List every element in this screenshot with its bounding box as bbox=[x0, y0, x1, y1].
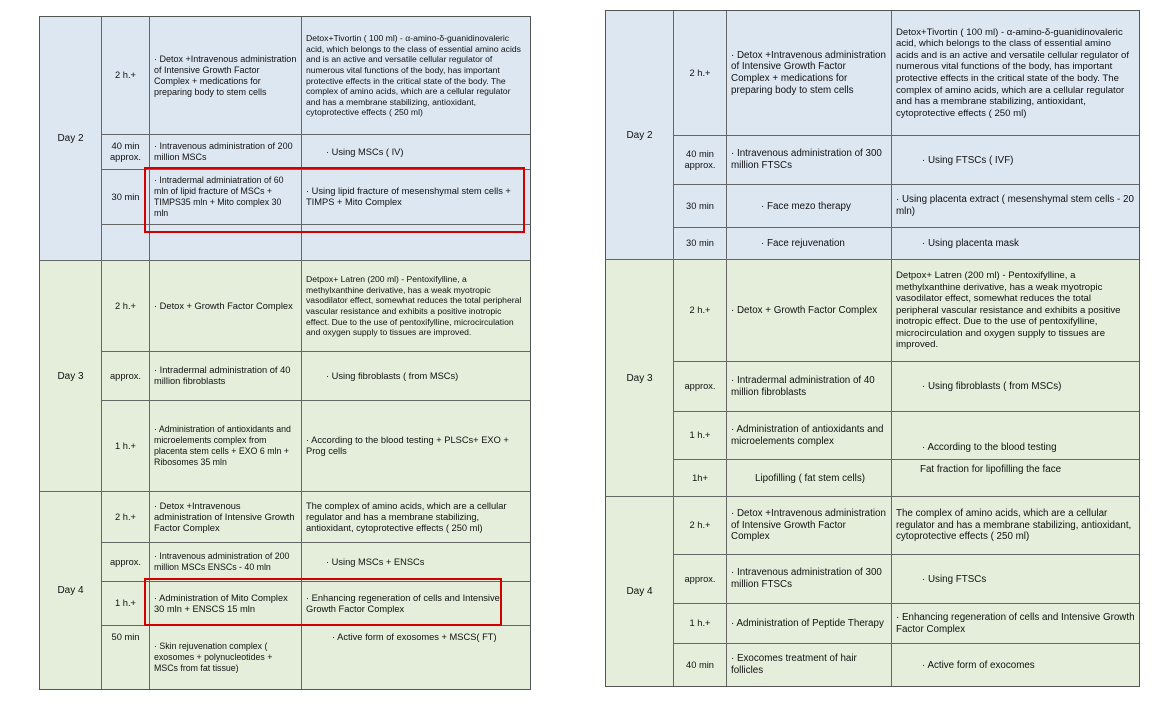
left-day4-row1-details: The complex of amino acids, which are a cellular regulator and has a membrane stabilizing, antioxidant, cytoprotective effects ( 250 ml) bbox=[306, 500, 507, 533]
right-day3-row4-time: 1h+ bbox=[692, 472, 708, 483]
left-day4-row3-time: 1 h.+ bbox=[115, 598, 136, 608]
highlight-box-day4-mito bbox=[144, 578, 502, 626]
left-day4-row4-time: 50 min bbox=[111, 632, 140, 642]
left-day2-row1-time: 2 h.+ bbox=[115, 70, 136, 80]
right-day2-row1-time: 2 h.+ bbox=[689, 67, 711, 78]
left-day4-row1-procedure: · Detox +Intravenous administration of Intensive Growth Factor Complex bbox=[154, 500, 295, 533]
left-day3-row3-time: 1 h.+ bbox=[115, 440, 136, 451]
right-day3-row3-time: 1 h.+ bbox=[689, 430, 711, 440]
right-day3-row1-procedure: · Detox + Growth Factor Complex bbox=[731, 304, 878, 316]
left-day2-row3-procedure: · Intradermal adminiatration of 60 mln of lipid fracture of MSCs + TIMPS35 mln + Mito complex 30 mln bbox=[154, 175, 284, 218]
right-day4-row1-details: The complex of amino acids, which are a cellular regulator and has a membrane stabilizing, antioxidant, cytoprotective effects ( 250 ml) bbox=[896, 508, 1132, 543]
left-day4-row3-procedure: · Administration of Mito Complex 30 mln + ENSCS 15 mln bbox=[154, 592, 288, 614]
right-day2-label: Day 2 bbox=[626, 129, 653, 141]
right-day2-row3-details: · Using placenta extract ( mesenshymal stem cells - 20 mln) bbox=[896, 194, 1134, 217]
highlight-box-day2-intradermal bbox=[144, 167, 525, 233]
left-day4-row2-details: · Using MSCs + ENSCs bbox=[326, 556, 425, 567]
left-day4-row4-procedure: · Skin rejuvenation complex ( exosomes + polynucleotides + MSCs from fat tissue) bbox=[154, 641, 273, 673]
left-day3-row3-procedure: · Administration of antioxidants and microelements complex from placenta stem cells + EXO 6 mln + Ribosomes 35 mln bbox=[154, 424, 291, 467]
right-day3-row4-procedure: Lipofilling ( fat stem cells) bbox=[755, 472, 865, 484]
left-day4-label: Day 4 bbox=[57, 585, 84, 596]
left-day4-row1-time: 2 h.+ bbox=[115, 511, 136, 522]
right-day4-row4-procedure: · Exocomes treatment of hair follicles bbox=[731, 653, 857, 676]
left-day4-row2-procedure: · Intravenous administration of 200 million MSCs ENSCs - 40 mln bbox=[154, 551, 290, 572]
right-day4-row2-time: approx. bbox=[684, 573, 716, 584]
left-day2-row2-details: · Using MSCs ( IV) bbox=[326, 146, 404, 157]
right-day2-row3-time: 30 min bbox=[686, 200, 714, 211]
left-day3-row2-time: approx. bbox=[109, 370, 141, 381]
left-day3-row3-details: · According to the blood testing + PLSCs+ EXO + Prog cells bbox=[306, 435, 509, 456]
right-day2-row3-procedure: · Face mezo therapy bbox=[761, 200, 851, 212]
right-day4-row3-time: 1 h.+ bbox=[689, 618, 711, 628]
left-day2-row1-procedure: · Detox +Intravenous administration of Intensive Growth Factor Complex + medications for preparing body to stem cells bbox=[154, 53, 297, 97]
right-protocol-table bbox=[605, 10, 1140, 687]
left-day3-row1-time: 2 h.+ bbox=[115, 300, 136, 311]
left-day2-row3-details: · Using lipid fracture of mesenshymal stem cells + TIMPS + Mito Complex bbox=[306, 186, 511, 207]
right-day3-row3-details: · According to the blood testing bbox=[922, 442, 1057, 453]
right-day4-row1-time: 2 h.+ bbox=[689, 520, 711, 530]
right-day4-row3-details: · Enhancing regeneration of cells and Intensive Growth Factor Complex bbox=[896, 611, 1135, 635]
right-day3-row1-time: 2 h.+ bbox=[689, 305, 711, 315]
left-day4-row3-details: · Enhancing regeneration of cells and Intensive Growth Factor Complex bbox=[306, 592, 500, 614]
left-day3-label: Day 3 bbox=[57, 370, 84, 382]
right-day2-row2-details: · Using FTSCs ( IVF) bbox=[922, 154, 1014, 166]
left-day3-row1-details: Detpox+ Latren (200 ml) - Pentoxifylline, a methylxanthine derivative, has a weak myotropic vasodilator effect, somewhat reduces the total peripheral vascular resistance and exhibits a positive inotropic effect. Due to the use of pentoxifylline, microcirculation and oxygen supply to tissues are improved. bbox=[306, 274, 522, 338]
right-day4-row4-time: 40 min bbox=[686, 659, 714, 670]
left-day2-label: Day 2 bbox=[57, 133, 84, 144]
right-day4-row3-procedure: · Administration of Peptide Therapy bbox=[731, 617, 884, 629]
right-day3-row3-procedure: · Administration of antioxidants and microelements complex bbox=[731, 423, 884, 447]
left-day2-row1-details: Detox+Tivortin ( 100 ml) - α-amino-δ-guanidinovaleric acid, which belongs to the class of essential amino acids and is an active and versatile cellular regulator of numerous vital functions of the body, has important protective effects in the critical state of the body. The complex of amino acids, which are a cellular regulator and has a membrane stabilizing, antioxidant, cytoprotective effects ( 250 ml) bbox=[306, 33, 521, 118]
left-day4-row2-time: approx. bbox=[109, 556, 141, 567]
left-day4-row4-details: · Active form of exosomes + MSCS( FT) bbox=[332, 632, 497, 642]
right-day3-row4-details: Fat fraction for lipofilling the face bbox=[920, 464, 1062, 475]
right-day3-label: Day 3 bbox=[626, 372, 653, 384]
right-day4-row4-details: · Active form of exocomes bbox=[922, 659, 1035, 671]
right-day2-row1-details: Detox+Tivortin ( 100 ml) - α-amino-δ-guanidinovaleric acid, which belongs to the class of essential amino acids and is an active and versatile cellular regulator of numerous vital functions of the body, has important protective effects in the critical state of the body. The complex of amino acids, which are a cellular regulator and has a membrane stabilizing, antioxidant, cytoprotective effects ( 250 ml) bbox=[896, 26, 1130, 119]
right-day3-row2-time: approx. bbox=[684, 381, 716, 391]
left-day2-row3-time: 30 min bbox=[111, 191, 140, 202]
right-day2-row4-procedure: · Face rejuvenation bbox=[761, 238, 845, 249]
right-day2-row2-time: 40 min approx. bbox=[684, 149, 716, 170]
left-day2-row2-time: 40 min approx. bbox=[109, 141, 141, 162]
left-day3-row2-procedure: · Intradermal administration of 40 million fibroblasts bbox=[154, 365, 291, 386]
right-day4-row2-details: · Using FTSCs bbox=[922, 573, 987, 585]
right-day2-row2-procedure: · Intravenous administration of 300 million FTSCs bbox=[731, 148, 882, 171]
right-day4-label: Day 4 bbox=[626, 586, 653, 597]
right-day3-row2-details: · Using fibroblasts ( from MSCs) bbox=[922, 381, 1062, 392]
right-day3-row2-procedure: · Intradermal administration of 40 million fibroblasts bbox=[731, 374, 875, 398]
left-day2-row2-procedure: · Intravenous administration of 200 million MSCs bbox=[154, 141, 293, 162]
left-day3-row2-details: · Using fibroblasts ( from MSCs) bbox=[326, 370, 459, 381]
right-day4-row2-procedure: · Intravenous administration of 300 million FTSCs bbox=[731, 567, 882, 590]
left-day3-row1-procedure: · Detox + Growth Factor Complex bbox=[154, 300, 293, 311]
right-day2-row4-time: 30 min bbox=[686, 238, 714, 248]
right-day2-row1-procedure: · Detox +Intravenous administration of Intensive Growth Factor Complex + medications for preparing body to stem cells bbox=[731, 49, 886, 96]
right-day3-row1-details: Detpox+ Latren (200 ml) - Pentoxifylline, a methylxanthine derivative, has a weak myotropic vasodilator effect, somewhat reduces the total peripheral vascular resistance and exhibits a positive inotropic effect. Due to the use of pentoxifylline, microcirculation and oxygen supply to tissues are improved. bbox=[896, 269, 1121, 351]
right-day2-row4-details: · Using placenta mask bbox=[922, 238, 1019, 249]
right-day4-row1-procedure: · Detox +Intravenous administration of Intensive Growth Factor Complex bbox=[731, 508, 886, 543]
